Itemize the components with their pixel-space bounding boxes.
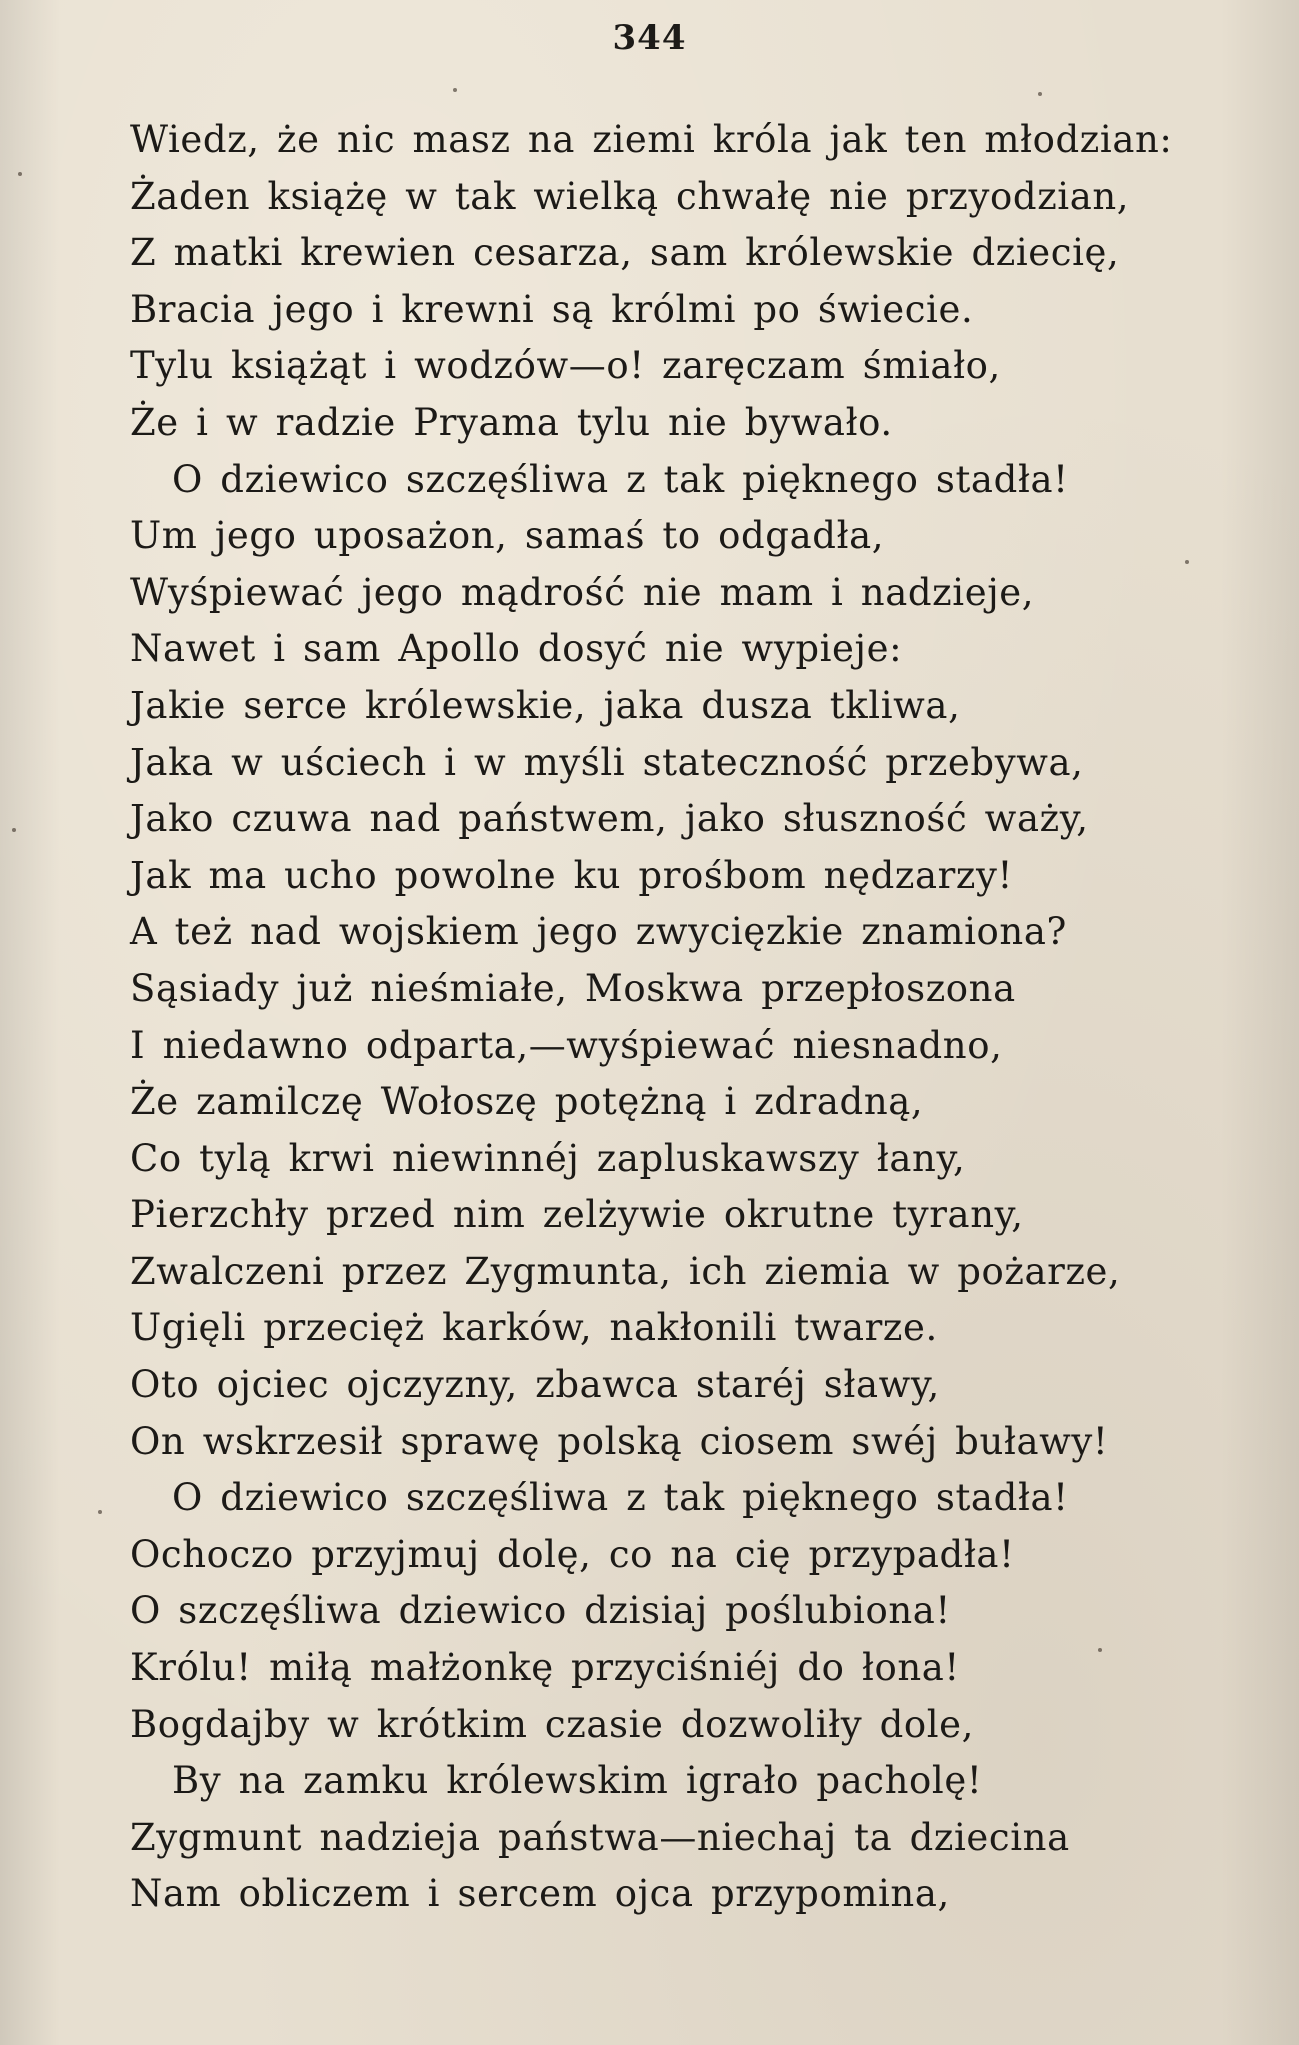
paper-speck [1098,1648,1102,1652]
paper-speck [18,172,22,176]
poem-line: Z matki krewien cesarza, sam królewskie dziecię, [130,231,1120,275]
poem-line: Królu! miłą małżonkę przyciśniéj do łona! [130,1646,960,1690]
poem-line: Sąsiady już nieśmiałe, Moskwa przepłoszona [130,966,1016,1010]
poem-line: Wiedz, że nic masz na ziemi króla jak ten młodzian: [130,118,1173,161]
poem-line: O dziewico szczęśliwa z tak pięknego stadła! [172,457,1069,501]
poem-line: Bogdajby w krótkim czasie dozwoliły dole, [130,1702,975,1746]
poem-line: Nawet i sam Apollo dosyć nie wypieje: [130,627,903,671]
poem-line: Ochoczo przyjmuj dolę, co na cię przypadła! [130,1532,1015,1576]
poem-line: I niedawno odparta,—wyśpiewać niesnadno, [130,1023,1003,1067]
paper-speck [1185,560,1189,564]
poem-line: Ugięli przecięż karków, nakłonili twarze. [130,1306,938,1350]
poem-line: On wskrzesił sprawę polską ciosem swéj buławy! [130,1419,1109,1463]
poem-line: Jaka w uściech i w myśli stateczność przebywa, [130,740,1084,784]
page-number: 344 [612,18,687,58]
poem-line: Co tylą krwi niewinnéj zapluskawszy łany, [130,1136,966,1180]
poem-line: Wyśpiewać jego mądrość nie mam i nadzieje, [130,570,1035,614]
paper-speck [98,1510,102,1514]
paper-speck [12,828,16,832]
poem-line: By na zamku królewskim igrało pacholę! [172,1759,983,1803]
poem-line: O dziewico szczęśliwa z tak pięknego stadła! [172,1476,1069,1520]
poem-line: Żaden książę w tak wielką chwałę nie przyodzian, [130,174,1130,218]
poem-line: Jako czuwa nad państwem, jako słuszność waży, [130,797,1089,841]
poem-line: Że i w radzie Pryama tylu nie bywało. [130,400,893,444]
poem-line: Um jego uposażon, samaś to odgadła, [130,514,885,558]
poem-line: Zygmunt nadzieja państwa—niechaj ta dziecina [130,1815,1070,1859]
poem-line: Pierzchły przed nim zelżywie okrutne tyrany, [130,1193,1024,1237]
poem-line: Tylu książąt i wodzów—o! zaręczam śmiało, [130,344,1001,388]
poem-text [130,112,1250,1923]
poem-line: O szczęśliwa dziewico dzisiaj poślubiona! [130,1589,951,1633]
poem-line: Jakie serce królewskie, jaka dusza tkliwa, [130,683,961,727]
poem-line: A też nad wojskiem jego zwycięzkie znamiona? [130,910,1067,954]
poem-line: Jak ma ucho powolne ku prośbom nędzarzy! [130,853,1013,897]
poem-line: Zwalczeni przez Zygmunta, ich ziemia w pożarze, [130,1249,1121,1293]
paper-speck [453,88,457,92]
poem-line: Że zamilczę Wołoszę potężną i zdradną, [130,1080,924,1124]
poem-line: Oto ojciec ojczyzny, zbawca staréj sławy, [130,1363,940,1407]
poem-line: Nam obliczem i sercem ojca przypomina, [130,1872,950,1916]
paper-speck [1038,92,1042,96]
poem-line: Bracia jego i krewni są królmi po świecie. [130,287,974,331]
